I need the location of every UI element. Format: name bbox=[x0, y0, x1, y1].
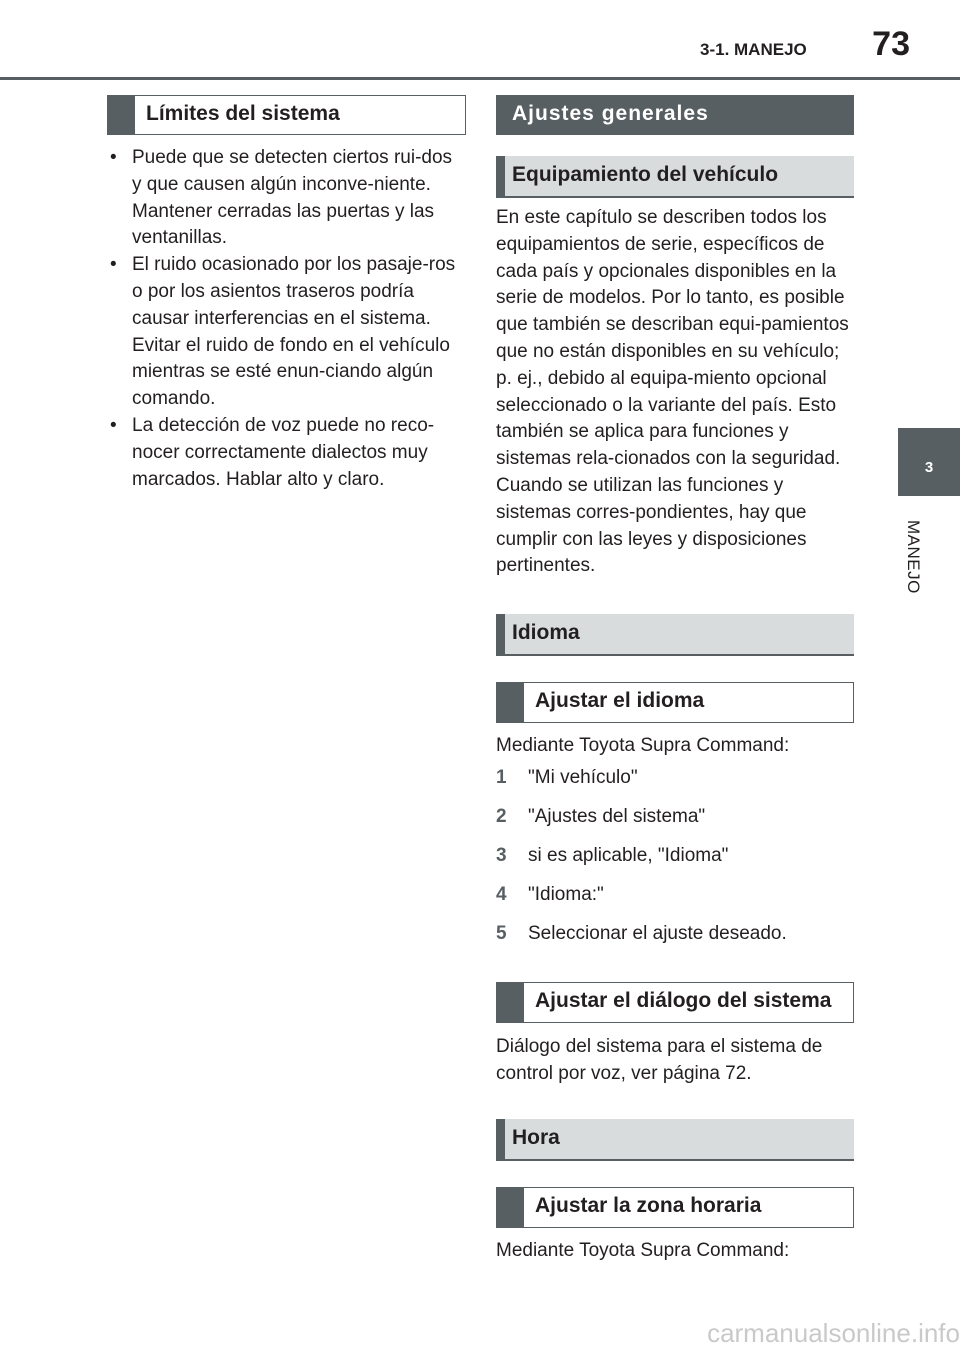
step-text: Seleccionar el ajuste deseado. bbox=[528, 922, 787, 944]
step-text: si es aplicable, "Idioma" bbox=[528, 844, 729, 866]
chapter-tab-number: 3 bbox=[924, 459, 934, 476]
heading-general-settings bbox=[496, 95, 854, 135]
heading-marker bbox=[496, 1119, 505, 1161]
step-item bbox=[496, 921, 854, 948]
list-item: • El ruido ocasionado por los pasaje-ros o por los asientos traseros podría causar interferencias en el sistema. Evitar el ruido de fondo en el vehículo mientras se esté enun-ciando algún comando. bbox=[108, 252, 464, 413]
heading-system-dialog bbox=[496, 982, 854, 1023]
step-item bbox=[496, 843, 854, 870]
heading-marker bbox=[496, 614, 505, 656]
heading-text: Idioma bbox=[512, 621, 580, 644]
heading-marker bbox=[108, 96, 135, 134]
step-item bbox=[496, 882, 854, 909]
heading-marker bbox=[497, 983, 524, 1022]
heading-text: Equipamiento del vehículo bbox=[512, 163, 779, 186]
section-title: 3-1. MANEJO bbox=[700, 40, 807, 59]
header-rule bbox=[0, 77, 960, 80]
step-number: 5 bbox=[496, 922, 507, 944]
chapter-side-label: MANEJO bbox=[904, 520, 923, 594]
heading-marker bbox=[497, 1188, 524, 1227]
heading-text: Ajustar la zona horaria bbox=[535, 1194, 762, 1217]
step-number: 2 bbox=[496, 805, 507, 827]
list-item: • Puede que se detecten ciertos rui-dos y que causen algún inconve-niente. Mantener cerradas las puertas y las ventanillas. bbox=[108, 145, 464, 252]
step-text: "Ajustes del sistema" bbox=[528, 805, 706, 827]
step-item bbox=[496, 804, 854, 831]
language-steps bbox=[496, 765, 854, 960]
step-item bbox=[496, 765, 854, 792]
heading-set-timezone bbox=[496, 1187, 854, 1228]
step-number: 3 bbox=[496, 844, 507, 866]
heading-marker bbox=[497, 683, 524, 722]
time-intro: Mediante Toyota Supra Command: bbox=[496, 1240, 790, 1261]
page-number: 73 bbox=[872, 25, 910, 63]
language-intro: Mediante Toyota Supra Command: bbox=[496, 735, 790, 756]
heading-language bbox=[496, 614, 854, 656]
heading-marker bbox=[496, 156, 505, 198]
heading-text: Hora bbox=[512, 1126, 560, 1149]
step-number: 1 bbox=[496, 767, 507, 788]
heading-set-language bbox=[496, 682, 854, 723]
heading-text: Ajustar el diálogo del sistema bbox=[535, 989, 832, 1012]
equipment-paragraph: En este capítulo se describen todos los equipamientos de serie, específicos de cada país y opcionales disponibles en la serie de modelos. Por lo tanto, es posible que también se describan equi-pamientos que no están disponibles en su vehículo; p. ej., debido al equipa-miento opcional seleccionado o la variante del país. Esto también se aplica para funciones y sistemas rela-cionados con la seguridad. Cuando se utilizan las funciones y sistemas corres-pondientes, hay que cumplir con las leyes y disposiciones pertinentes. bbox=[496, 207, 849, 577]
heading-system-limits bbox=[107, 95, 466, 135]
step-text: "Mi vehículo" bbox=[528, 767, 638, 788]
heading-vehicle-equipment bbox=[496, 156, 854, 198]
dialog-paragraph: Diálogo del sistema para el sistema de control por voz, ver página 72. bbox=[496, 1036, 823, 1084]
heading-text: Límites del sistema bbox=[146, 102, 340, 125]
heading-time bbox=[496, 1119, 854, 1161]
heading-text: Ajustes generales bbox=[512, 102, 709, 125]
heading-text: Ajustar el idioma bbox=[535, 689, 705, 712]
step-text: "Idioma:" bbox=[528, 883, 604, 905]
limits-bullet-list bbox=[108, 145, 464, 493]
list-item: • La detección de voz puede no reco-nocer correctamente dialectos muy marcados. Hablar alto y claro. bbox=[108, 413, 464, 493]
step-number: 4 bbox=[496, 883, 507, 905]
watermark-text: carmanualsonline.info bbox=[707, 1318, 960, 1348]
